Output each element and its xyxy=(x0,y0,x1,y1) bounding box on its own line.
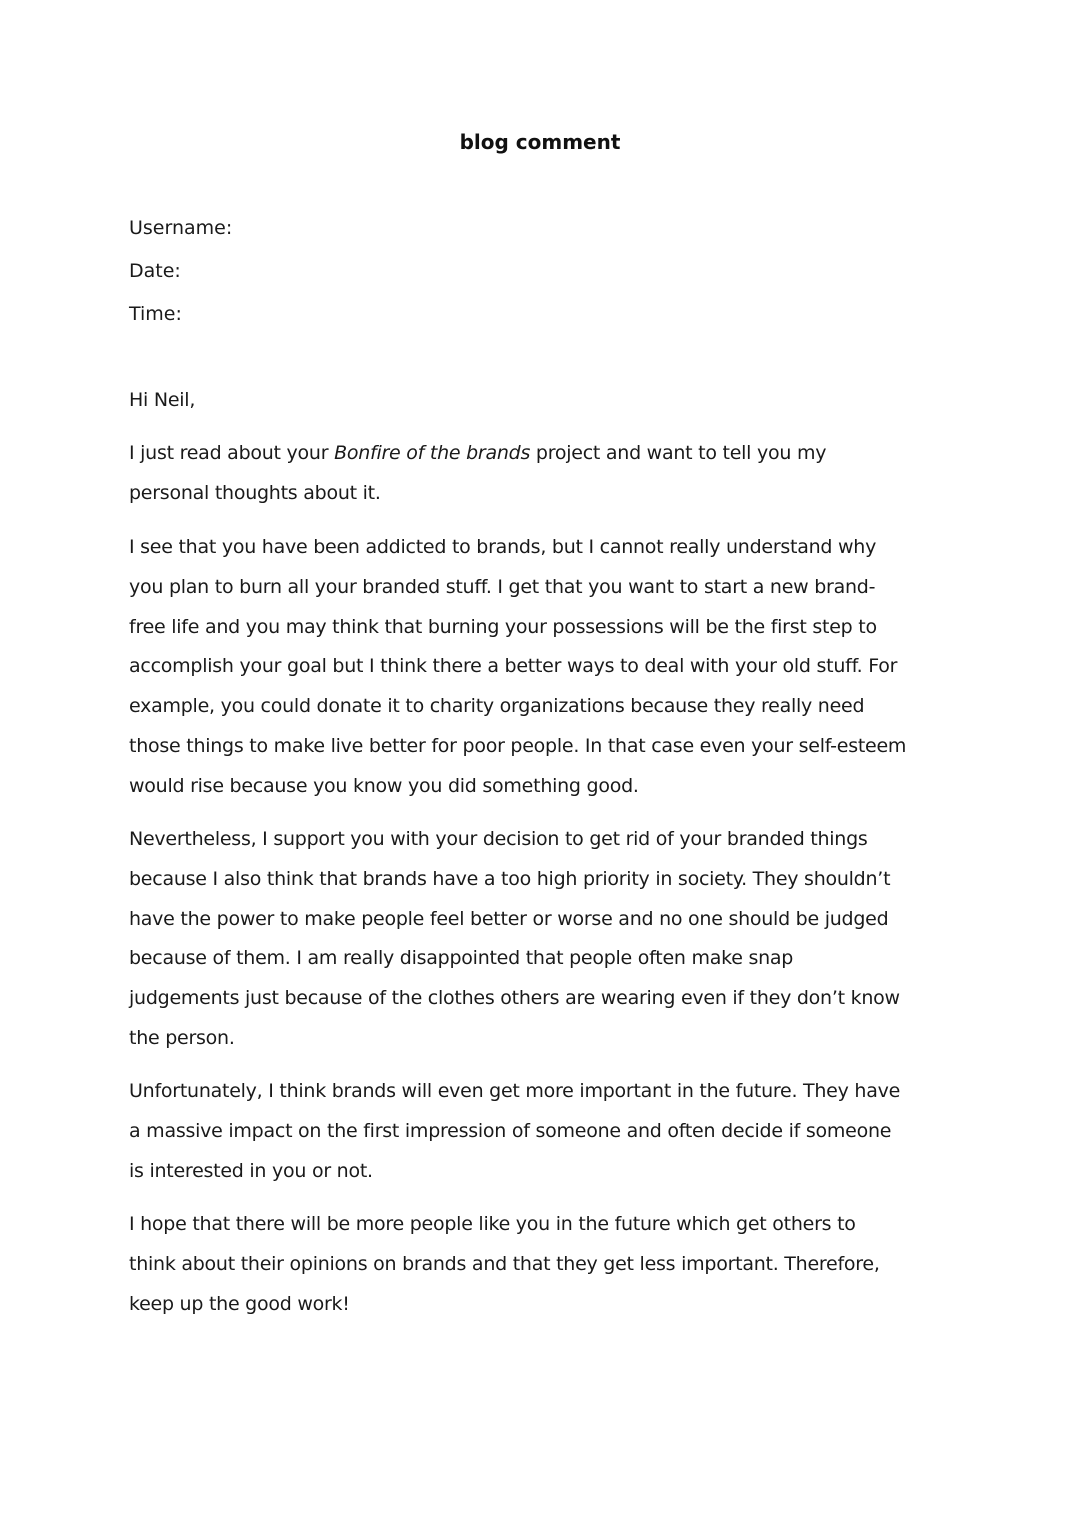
paragraph-2-line: free life and you may think that burning your possessions will be the first step to xyxy=(129,615,877,638)
greeting xyxy=(129,381,959,421)
project-name-italic: Bonfire of the brands xyxy=(334,442,531,464)
paragraph-3-line: Nevertheless, I support you with your decision to get rid of your branded things xyxy=(129,828,868,850)
paragraph-3-line: because I also think that brands have a too high priority in society. They shouldn’t xyxy=(129,867,891,890)
paragraph-4 xyxy=(129,1072,959,1191)
paragraph-4-line: Unfortunately, I think brands will even get more important in the future. They have xyxy=(129,1080,901,1102)
paragraph-4-line: is interested in you or not. xyxy=(129,1159,373,1182)
time-label: Time: xyxy=(129,303,182,325)
paragraph-3-line: have the power to make people feel better or worse and no one should be judged xyxy=(129,907,889,930)
paragraph-5-line: I hope that there will be more people like you in the future which get others to xyxy=(129,1213,856,1235)
paragraph-1 xyxy=(129,434,959,514)
greeting-text: Hi Neil, xyxy=(129,389,196,411)
paragraph-2-line: I see that you have been addicted to brands, but I cannot really understand why xyxy=(129,536,877,558)
paragraph-2-line: those things to make live better for poor people. In that case even your self-esteem xyxy=(129,734,907,757)
paragraph-2-line: accomplish your goal but I think there a better ways to deal with your old stuff. For xyxy=(129,655,898,678)
paragraph-5-line: think about their opinions on brands and that they get less important. Therefore, xyxy=(129,1252,880,1275)
paragraph-1-text-before: I just read about your xyxy=(129,442,335,464)
paragraph-3-line: judgements just because of the clothes others are wearing even if they don’t know xyxy=(129,987,900,1010)
paragraph-3 xyxy=(129,820,959,1059)
paragraph-1-line-1 xyxy=(129,434,959,474)
paragraph-1-line-2: personal thoughts about it. xyxy=(129,481,381,504)
date-label: Date: xyxy=(129,260,181,282)
username-label: Username: xyxy=(129,217,233,239)
paragraph-1-text-after: project and want to tell you my xyxy=(530,442,827,464)
paragraph-2 xyxy=(129,528,959,807)
paragraph-2-line: you plan to burn all your branded stuff. I get that you want to start a new brand- xyxy=(129,575,876,598)
document-title: blog comment xyxy=(459,130,621,154)
paragraph-4-line: a massive impact on the first impression of someone and often decide if someone xyxy=(129,1119,892,1142)
paragraph-3-line: because of them. I am really disappointed that people often make snap xyxy=(129,947,794,970)
paragraph-2-line: example, you could donate it to charity organizations because they really need xyxy=(129,695,865,718)
paragraph-3-line: the person. xyxy=(129,1026,235,1049)
paragraph-5-line: keep up the good work! xyxy=(129,1292,350,1315)
paragraph-2-line: would rise because you know you did something good. xyxy=(129,774,639,797)
paragraph-5 xyxy=(129,1205,959,1324)
